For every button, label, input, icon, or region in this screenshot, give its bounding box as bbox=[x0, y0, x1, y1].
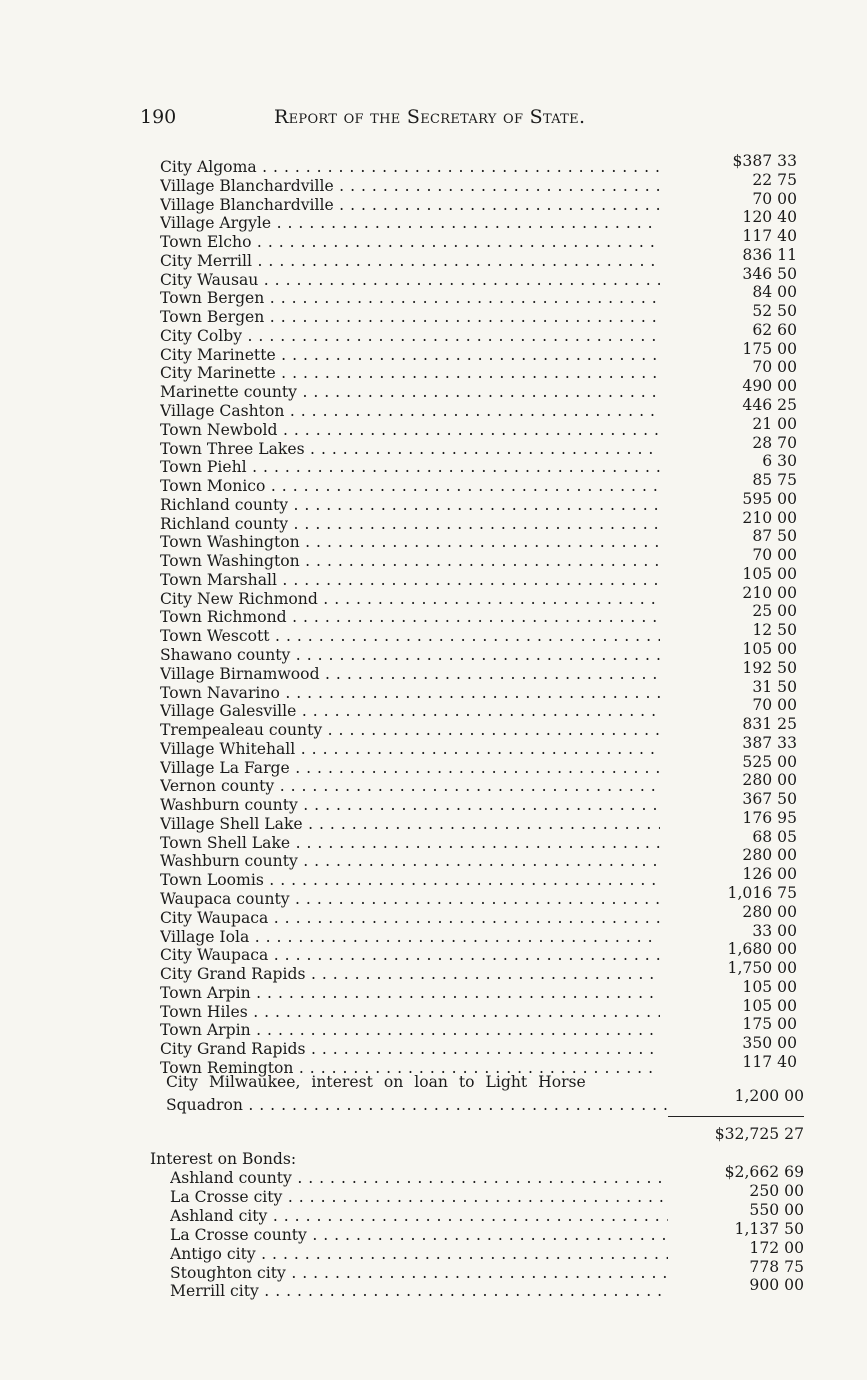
entry-name: Antigo city . . . bbox=[170, 1245, 668, 1264]
entry-row bbox=[160, 702, 660, 721]
entry-row bbox=[160, 759, 660, 778]
entry-amount: 346 50 bbox=[742, 264, 797, 283]
entry-name: Town Washington . . . bbox=[160, 552, 660, 571]
entry-amount: 25 00 bbox=[752, 602, 797, 621]
entry-amount: 1,200 00 bbox=[734, 1087, 804, 1105]
milwaukee-entry-line2 bbox=[166, 1096, 669, 1115]
entry-row bbox=[160, 946, 660, 965]
entry-row bbox=[160, 271, 660, 290]
entry-amount: 31 50 bbox=[752, 677, 797, 696]
entry-amount: 22 75 bbox=[752, 170, 797, 189]
entry-row bbox=[170, 1226, 668, 1245]
entry-amount: 68 05 bbox=[752, 827, 797, 846]
entry-name: Town Loomis . . . bbox=[160, 871, 660, 890]
entry-amount: 210 00 bbox=[742, 583, 797, 602]
entry-name: Village Whitehall . . . bbox=[160, 740, 660, 759]
entry-row bbox=[160, 890, 660, 909]
entry-name: City Marinette . . . bbox=[160, 364, 660, 383]
entry-row bbox=[170, 1245, 668, 1264]
entry-amount: 12 50 bbox=[752, 621, 797, 640]
entry-row bbox=[160, 477, 660, 496]
entry-name: Town Hiles . . . bbox=[160, 1003, 660, 1022]
entry-amount: 126 00 bbox=[742, 865, 797, 884]
entry-row bbox=[160, 590, 660, 609]
entry-name: City Wausau . . . bbox=[160, 271, 660, 290]
entry-amount: 210 00 bbox=[742, 508, 797, 527]
entry-amount: $387 33 bbox=[732, 152, 797, 170]
entry-row bbox=[160, 364, 660, 383]
entry-name: Ashland city . . . bbox=[170, 1207, 668, 1226]
entry-amount: 525 00 bbox=[742, 752, 797, 771]
entry-amount: 836 11 bbox=[742, 245, 797, 264]
entry-amount: 6 30 bbox=[762, 452, 797, 471]
entry-amount: 176 95 bbox=[742, 808, 797, 827]
entry-row bbox=[160, 777, 660, 796]
entry-amount: 105 00 bbox=[742, 564, 797, 583]
entry-amount: 85 75 bbox=[752, 471, 797, 490]
entry-row bbox=[170, 1282, 668, 1301]
entry-amount: 70 00 bbox=[752, 546, 797, 565]
entry-name: City Waupaca . . . bbox=[160, 909, 660, 928]
entry-amount: 1,016 75 bbox=[727, 884, 797, 903]
entry-amount: 70 00 bbox=[752, 696, 797, 715]
entry-name: Town Newbold . . . bbox=[160, 421, 660, 440]
entry-amount: 280 00 bbox=[742, 846, 797, 865]
entry-name: Washburn county . . . bbox=[160, 852, 660, 871]
entry-name: Merrill city . . . bbox=[170, 1282, 668, 1301]
entry-row bbox=[160, 852, 660, 871]
entry-amount: 550 00 bbox=[749, 1200, 804, 1219]
entry-name: Village Argyle . . . bbox=[160, 214, 660, 233]
entry-row bbox=[160, 984, 660, 1003]
entry-row bbox=[160, 383, 660, 402]
entry-row bbox=[160, 402, 660, 421]
entry-name: Washburn county . . . bbox=[160, 796, 660, 815]
entry-name: Town Arpin . . . bbox=[160, 1021, 660, 1040]
entry-amount: 280 00 bbox=[742, 902, 797, 921]
entry-amount: 105 00 bbox=[742, 977, 797, 996]
entry-row bbox=[160, 665, 660, 684]
entry-amount: 33 00 bbox=[752, 921, 797, 940]
entry-name: City Marinette . . . bbox=[160, 346, 660, 365]
entry-name: Town Shell Lake . . . bbox=[160, 834, 660, 853]
entry-amount: 192 50 bbox=[742, 658, 797, 677]
entry-amount: 105 00 bbox=[742, 996, 797, 1015]
entry-row bbox=[170, 1188, 668, 1207]
entry-row bbox=[160, 1003, 660, 1022]
entry-row bbox=[160, 721, 660, 740]
entry-amount: 70 00 bbox=[752, 358, 797, 377]
entry-amount: 1,137 50 bbox=[734, 1219, 804, 1238]
entry-name: City Grand Rapids . . . bbox=[160, 965, 660, 984]
entry-row bbox=[160, 289, 660, 308]
entry-row bbox=[160, 909, 660, 928]
entry-row bbox=[160, 571, 660, 590]
entry-amount: 280 00 bbox=[742, 771, 797, 790]
running-title: Report of the Secretary of State. bbox=[274, 106, 586, 128]
entry-name: City Colby . . . bbox=[160, 327, 660, 346]
entry-amount: 1,750 00 bbox=[727, 959, 797, 978]
entry-row bbox=[160, 233, 660, 252]
entry-name: City Waupaca . . . bbox=[160, 946, 660, 965]
entry-name: Town Washington . . . bbox=[160, 533, 660, 552]
entry-row bbox=[160, 327, 660, 346]
entry-amount: 250 00 bbox=[749, 1181, 804, 1200]
entry-name: Town Remington . . . bbox=[160, 1059, 660, 1078]
entry-name: Village Birnamwood . . . bbox=[160, 665, 660, 684]
subtotal-amount: $32,725 27 bbox=[714, 1125, 804, 1143]
entry-row bbox=[160, 928, 660, 947]
entry-name: Town Monico . . . bbox=[160, 477, 660, 496]
entry-row bbox=[160, 684, 660, 703]
entry-row bbox=[160, 965, 660, 984]
entry-name: Richland county . . . bbox=[160, 515, 660, 534]
entry-name: City Merrill . . . bbox=[160, 252, 660, 271]
entry-name: Marinette county . . . bbox=[160, 383, 660, 402]
entry-amount: 175 00 bbox=[742, 339, 797, 358]
entry-name: Town Marshall . . . bbox=[160, 571, 660, 590]
entry-name: Town Richmond . . . bbox=[160, 608, 660, 627]
entry-name: Ashland county . . . bbox=[170, 1169, 668, 1188]
entry-amount: 900 00 bbox=[749, 1276, 804, 1295]
entry-name: Town Wescott . . . bbox=[160, 627, 660, 646]
entry-name: Town Navarino . . . bbox=[160, 684, 660, 703]
bonds-section-title: Interest on Bonds: bbox=[150, 1150, 297, 1168]
entry-amount: 490 00 bbox=[742, 377, 797, 396]
entry-row bbox=[160, 796, 660, 815]
entry-row bbox=[170, 1264, 668, 1283]
entry-row bbox=[160, 421, 660, 440]
entry-amount: 172 00 bbox=[749, 1238, 804, 1257]
entry-name: Village La Farge . . . bbox=[160, 759, 660, 778]
entry-amount: 120 40 bbox=[742, 208, 797, 227]
entry-amount: 387 33 bbox=[742, 733, 797, 752]
entry-amount: 446 25 bbox=[742, 396, 797, 414]
entry-row bbox=[160, 552, 660, 571]
entry-name: Waupaca county . . . bbox=[160, 890, 660, 909]
entry-name: Richland county . . . bbox=[160, 496, 660, 515]
entry-row bbox=[160, 214, 660, 233]
page-number: 190 bbox=[140, 106, 177, 128]
entry-name: Village Blanchardville . . . bbox=[160, 177, 660, 196]
entry-amount: 84 00 bbox=[752, 283, 797, 302]
entry-amount: 367 50 bbox=[742, 790, 797, 809]
entry-name: Town Arpin . . . bbox=[160, 984, 660, 1003]
entry-amount: 87 50 bbox=[752, 527, 797, 546]
entry-name: Shawano county . . . bbox=[160, 646, 660, 665]
subtotal-rule bbox=[668, 1116, 804, 1117]
entry-amount: 350 00 bbox=[742, 1034, 797, 1053]
entry-row bbox=[160, 1040, 660, 1059]
entry-row bbox=[160, 871, 660, 890]
entry-name: Town Elcho . . . bbox=[160, 233, 660, 252]
entry-amount: 28 70 bbox=[752, 433, 797, 452]
entry-name: Town Bergen . . . bbox=[160, 308, 660, 327]
entry-name: Village Iola . . . bbox=[160, 928, 660, 947]
entry-amount: 52 50 bbox=[752, 302, 797, 321]
entry-name: Stoughton city . . . bbox=[170, 1264, 668, 1283]
entry-amount: 117 40 bbox=[742, 1052, 797, 1071]
entry-name: Trempealeau county . . . bbox=[160, 721, 660, 740]
entry-amount: 778 75 bbox=[749, 1257, 804, 1276]
entry-name: City New Richmond . . . bbox=[160, 590, 660, 609]
entry-row bbox=[160, 834, 660, 853]
entry-name: City Grand Rapids . . . bbox=[160, 1040, 660, 1059]
entry-name: Village Shell Lake . . . bbox=[160, 815, 660, 834]
entry-row bbox=[170, 1169, 668, 1188]
entry-amount: 70 00 bbox=[752, 189, 797, 208]
entry-name: Town Three Lakes . . . bbox=[160, 440, 660, 459]
entry-row bbox=[160, 458, 660, 477]
entry-row bbox=[160, 196, 660, 215]
entry-name: Town Bergen . . . bbox=[160, 289, 660, 308]
entry-amount: $2,662 69 bbox=[724, 1163, 804, 1181]
entry-name: Village Galesville . . . bbox=[160, 702, 660, 721]
entry-name: La Crosse city . . . bbox=[170, 1188, 668, 1207]
entry-amount: 21 00 bbox=[752, 414, 797, 433]
entry-row bbox=[160, 158, 660, 177]
entry-name: Village Cashton . . . bbox=[160, 402, 660, 421]
entry-name: Village Blanchardville . . . bbox=[160, 196, 660, 215]
entry-amount: 117 40 bbox=[742, 227, 797, 246]
entry-row bbox=[160, 177, 660, 196]
entry-row bbox=[160, 1021, 660, 1040]
entry-row bbox=[160, 515, 660, 534]
entry-name: City Milwaukee, interest on loan to Light Horse bbox=[166, 1073, 586, 1091]
entry-row bbox=[160, 815, 660, 834]
entry-row bbox=[160, 740, 660, 759]
entry-name: Town Piehl . . . bbox=[160, 458, 660, 477]
entry-row bbox=[170, 1207, 668, 1226]
entry-amount: 175 00 bbox=[742, 1015, 797, 1034]
entry-name: Vernon county . . . bbox=[160, 777, 660, 796]
entry-row bbox=[160, 440, 660, 459]
entry-row bbox=[160, 496, 660, 515]
entry-amount: 831 25 bbox=[742, 715, 797, 734]
page-header bbox=[140, 104, 660, 130]
entry-row bbox=[160, 308, 660, 327]
entry-amount: 1,680 00 bbox=[727, 940, 797, 959]
entry-row bbox=[160, 346, 660, 365]
entry-name: La Crosse county . . . bbox=[170, 1226, 668, 1245]
entry-name: City Algoma . . . bbox=[160, 158, 660, 177]
entry-amount: 105 00 bbox=[742, 640, 797, 659]
entry-name: Squadron . . . bbox=[166, 1096, 669, 1115]
entry-row bbox=[160, 627, 660, 646]
entry-amount: 595 00 bbox=[742, 489, 797, 508]
entry-row bbox=[160, 252, 660, 271]
entry-row bbox=[160, 533, 660, 552]
entry-row bbox=[160, 646, 660, 665]
entry-row bbox=[160, 608, 660, 627]
entry-amount: 62 60 bbox=[752, 320, 797, 339]
milwaukee-entry-line1 bbox=[166, 1073, 669, 1092]
